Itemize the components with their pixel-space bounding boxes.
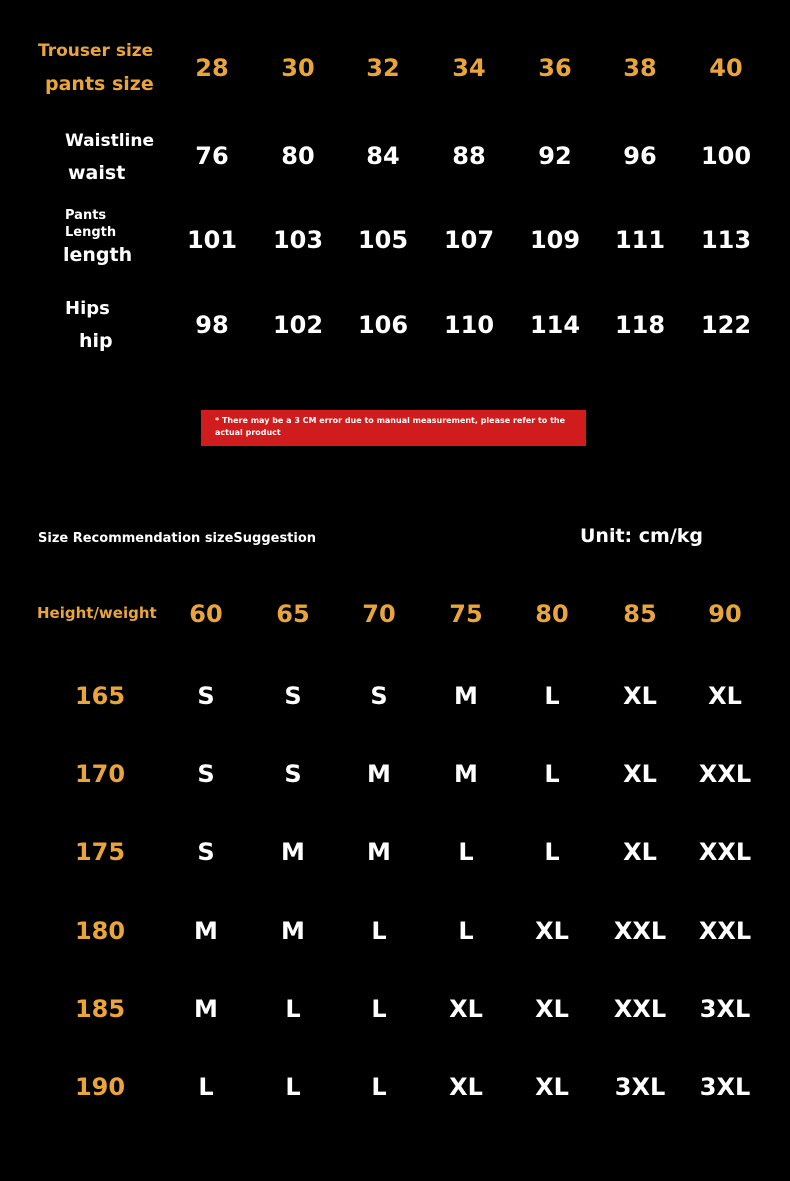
recommended-size-cell: L xyxy=(544,838,560,866)
size-value-cell: 88 xyxy=(452,142,486,170)
recommended-size-cell: M xyxy=(281,917,305,945)
size-value-cell: 111 xyxy=(614,226,666,254)
recommended-size-cell: XL xyxy=(708,682,742,710)
unit-label: Unit: cm/kg xyxy=(580,525,703,547)
waist-label: waist xyxy=(68,162,126,184)
recommended-size-cell: L xyxy=(458,917,474,945)
recommended-size-cell: M xyxy=(194,917,218,945)
height-label: 170 xyxy=(74,760,126,788)
size-value-cell: 105 xyxy=(357,226,409,254)
recommended-size-cell: L xyxy=(371,917,387,945)
recommended-size-cell: XL xyxy=(449,995,483,1023)
recommended-size-cell: L xyxy=(198,1073,214,1101)
pants-size-label: pants size xyxy=(45,73,154,95)
recommended-size-cell: XL xyxy=(535,917,569,945)
weight-header-cell: 75 xyxy=(449,600,483,628)
size-value-cell: 100 xyxy=(700,142,752,170)
height-weight-label: Height/weight xyxy=(37,604,157,622)
size-value-cell: 80 xyxy=(281,142,315,170)
recommended-size-cell: XXL xyxy=(698,917,752,945)
size-header-cell: 36 xyxy=(538,54,572,82)
size-value-cell: 118 xyxy=(614,311,666,339)
recommended-size-cell: XL xyxy=(449,1073,483,1101)
weight-header-cell: 65 xyxy=(276,600,310,628)
recommended-size-cell: XL xyxy=(623,760,657,788)
size-value-cell: 113 xyxy=(700,226,752,254)
recommended-size-cell: XL xyxy=(623,838,657,866)
size-value-cell: 114 xyxy=(529,311,581,339)
size-value-cell: 109 xyxy=(529,226,581,254)
recommended-size-cell: L xyxy=(544,760,560,788)
size-value-cell: 76 xyxy=(195,142,229,170)
weight-header-cell: 80 xyxy=(535,600,569,628)
size-value-cell: 98 xyxy=(195,311,229,339)
recommended-size-cell: M xyxy=(194,995,218,1023)
size-value-cell: 92 xyxy=(538,142,572,170)
recommended-size-cell: L xyxy=(544,682,560,710)
length-label: length xyxy=(63,244,133,266)
recommended-size-cell: XXL xyxy=(698,760,752,788)
weight-header-cell: 90 xyxy=(708,600,742,628)
size-value-cell: 102 xyxy=(272,311,324,339)
pants-label: Pants xyxy=(65,208,107,223)
recommended-size-cell: XXL xyxy=(613,995,667,1023)
recommended-size-cell: M xyxy=(367,760,391,788)
recommended-size-cell: XL xyxy=(535,1073,569,1101)
size-value-cell: 110 xyxy=(443,311,495,339)
size-value-cell: 107 xyxy=(443,226,495,254)
size-header-cell: 32 xyxy=(366,54,400,82)
recommended-size-cell: 3XL xyxy=(614,1073,666,1101)
length-label-en: Length xyxy=(65,225,117,240)
recommended-size-cell: M xyxy=(367,838,391,866)
recommended-size-cell: XL xyxy=(535,995,569,1023)
size-value-cell: 84 xyxy=(366,142,400,170)
recommended-size-cell: L xyxy=(285,995,301,1023)
size-header-cell: 28 xyxy=(195,54,229,82)
size-value-cell: 101 xyxy=(186,226,238,254)
waistline-label: Waistline xyxy=(65,131,154,151)
trouser-size-label: Trouser size xyxy=(38,41,154,61)
recommended-size-cell: XXL xyxy=(613,917,667,945)
recommended-size-cell: XXL xyxy=(698,838,752,866)
recommended-size-cell: M xyxy=(454,682,478,710)
size-header-cell: 34 xyxy=(452,54,486,82)
recommended-size-cell: S xyxy=(197,682,215,710)
recommended-size-cell: 3XL xyxy=(699,1073,751,1101)
recommended-size-cell: M xyxy=(281,838,305,866)
recommended-size-cell: S xyxy=(197,760,215,788)
recommendation-title: Size Recommendation sizeSuggestion xyxy=(38,531,317,546)
size-value-cell: 96 xyxy=(623,142,657,170)
recommended-size-cell: L xyxy=(371,1073,387,1101)
size-value-cell: 106 xyxy=(357,311,409,339)
recommended-size-cell: S xyxy=(284,760,302,788)
hip-label: hip xyxy=(79,330,113,352)
size-header-cell: 38 xyxy=(623,54,657,82)
recommended-size-cell: L xyxy=(371,995,387,1023)
recommended-size-cell: M xyxy=(454,760,478,788)
size-header-cell: 40 xyxy=(709,54,743,82)
height-label: 185 xyxy=(74,995,126,1023)
height-label: 190 xyxy=(74,1073,126,1101)
recommended-size-cell: XL xyxy=(623,682,657,710)
recommended-size-cell: S xyxy=(197,838,215,866)
recommended-size-cell: L xyxy=(285,1073,301,1101)
size-header-cell: 30 xyxy=(281,54,315,82)
height-label: 165 xyxy=(74,682,126,710)
height-label: 180 xyxy=(74,917,126,945)
recommended-size-cell: S xyxy=(284,682,302,710)
height-label: 175 xyxy=(74,838,126,866)
weight-header-cell: 85 xyxy=(623,600,657,628)
size-value-cell: 103 xyxy=(272,226,324,254)
recommended-size-cell: L xyxy=(458,838,474,866)
recommended-size-cell: S xyxy=(370,682,388,710)
weight-header-cell: 70 xyxy=(362,600,396,628)
hips-label: Hips xyxy=(65,298,110,319)
recommended-size-cell: 3XL xyxy=(699,995,751,1023)
weight-header-cell: 60 xyxy=(189,600,223,628)
measurement-note: * There may be a 3 CM error due to manual measurement, please refer to the actual product xyxy=(201,410,586,446)
size-value-cell: 122 xyxy=(700,311,752,339)
